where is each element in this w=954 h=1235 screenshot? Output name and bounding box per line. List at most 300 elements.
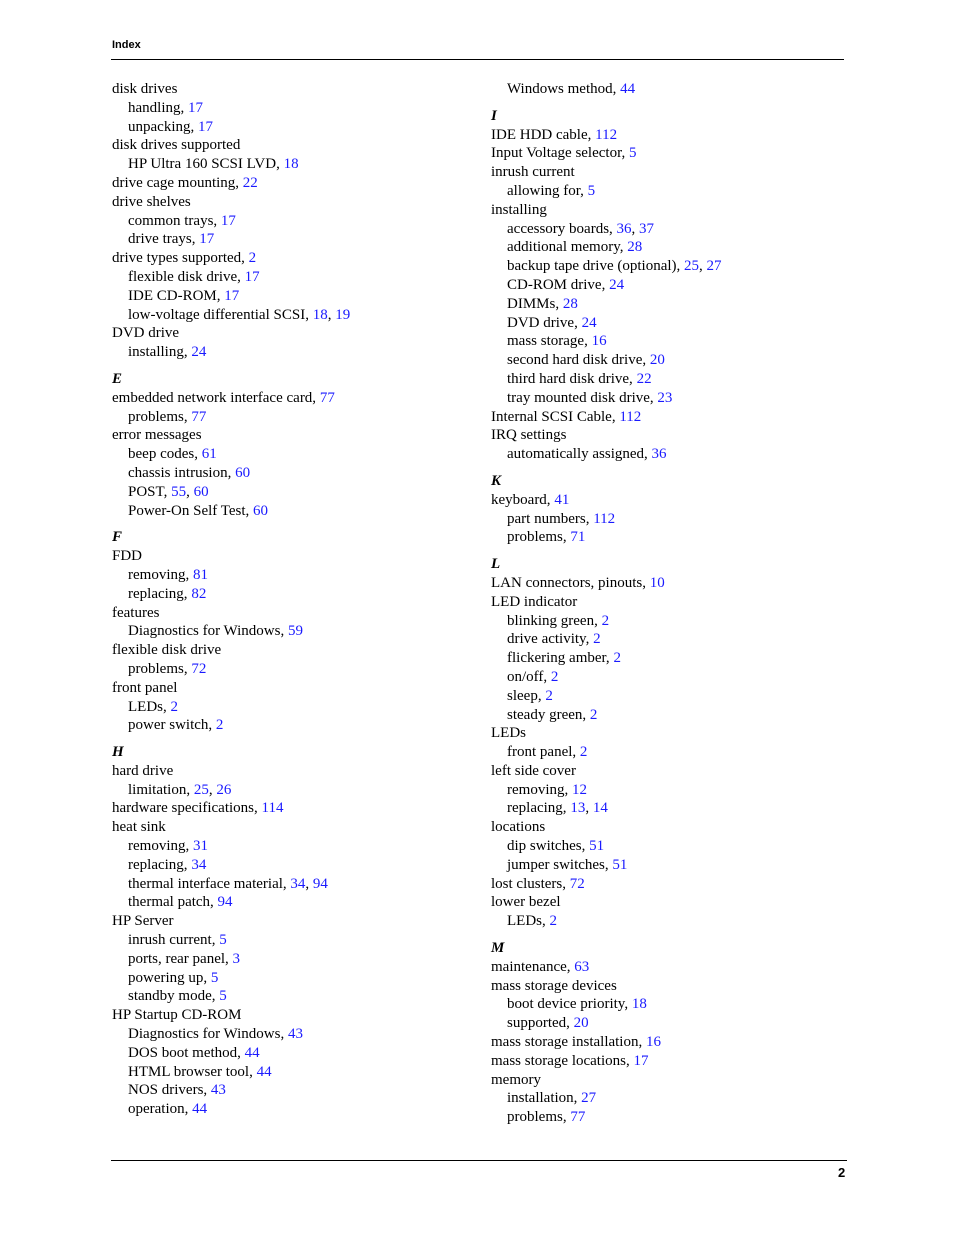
index-term: IDE CD-ROM, — [128, 287, 225, 304]
page-link[interactable]: 17 — [188, 99, 203, 116]
index-entry — [112, 426, 472, 445]
index-entry — [112, 389, 472, 408]
page-link[interactable]: 22 — [636, 370, 652, 387]
index-term: problems, — [507, 529, 571, 546]
page-link[interactable]: 112 — [593, 510, 616, 527]
index-entry — [112, 193, 472, 212]
index-term: maintenance, — [491, 958, 575, 975]
index-subentry — [491, 276, 851, 295]
page-link[interactable]: 51 — [589, 838, 605, 855]
page-link[interactable]: 34 — [191, 856, 207, 873]
index-term: front panel, — [507, 744, 580, 761]
index-term: additional memory, — [507, 239, 628, 256]
index-term: heat sink — [112, 819, 166, 836]
index-term: DOS boot method, — [128, 1044, 245, 1061]
index-subentry — [112, 483, 472, 502]
index-section-letter: K — [491, 472, 502, 489]
index-subentry — [491, 995, 851, 1014]
index-entry — [491, 426, 851, 445]
index-term: replacing, — [507, 800, 571, 817]
index-term: locations — [491, 819, 546, 836]
index-term: on/off, — [507, 668, 551, 685]
page-link[interactable]: 28 — [562, 295, 578, 312]
page-link[interactable]: 44 — [620, 81, 636, 97]
header-rule — [111, 59, 844, 60]
page-link[interactable]: 36 — [651, 446, 667, 463]
page-link[interactable]: 16 — [645, 1034, 661, 1051]
index-subentry — [491, 445, 851, 464]
index-term: drive cage mounting, — [112, 174, 243, 191]
index-subentry — [491, 238, 851, 257]
page-separator: , — [699, 258, 707, 275]
page-link[interactable]: 2 — [248, 250, 257, 267]
index-term: features — [112, 604, 160, 621]
page-link[interactable]: 18 — [631, 996, 647, 1013]
index-term: mass storage installation, — [491, 1034, 646, 1051]
index-entry — [491, 893, 851, 912]
index-term: problems, — [128, 660, 192, 677]
index-entry — [491, 875, 851, 894]
index-term: thermal interface material, — [128, 875, 291, 892]
index-term: dip switches, — [507, 838, 590, 855]
page-link[interactable]: 5 — [587, 182, 596, 199]
index-term: powering up, — [128, 969, 211, 986]
page-separator: , — [327, 306, 336, 323]
index-entry — [491, 1033, 851, 1052]
page-link[interactable]: 72 — [191, 660, 207, 677]
index-term: thermal patch, — [128, 894, 218, 911]
index-term: keyboard, — [491, 491, 555, 508]
page-link[interactable]: 28 — [627, 239, 643, 256]
index-term: embedded network interface card, — [112, 389, 320, 406]
index-entry — [491, 574, 851, 593]
index-subentry — [491, 182, 851, 201]
page-link[interactable]: 5 — [219, 932, 227, 949]
index-term: Windows method, — [507, 81, 621, 97]
index-subentry — [491, 370, 851, 389]
index-term: hardware specifications, — [112, 800, 262, 817]
index-entry — [491, 958, 851, 977]
index-term: HP Startup CD-ROM — [112, 1007, 242, 1024]
index-entry — [491, 724, 851, 743]
page-link[interactable]: 44 — [244, 1044, 260, 1061]
index-entry — [491, 491, 851, 510]
index-subentry — [112, 660, 472, 679]
index-section-letter: F — [112, 529, 123, 546]
index-entry — [112, 547, 472, 566]
index-subentry — [112, 1081, 472, 1100]
index-term: ports, rear panel, — [128, 950, 233, 967]
page-link[interactable]: 2 — [215, 717, 224, 734]
index-term: mass storage locations, — [491, 1052, 634, 1069]
index-term: inrush current, — [128, 932, 220, 949]
index-entry — [112, 799, 472, 818]
index-term: flexible disk drive — [112, 642, 222, 659]
page-link[interactable]: 71 — [570, 529, 586, 546]
index-term: IRQ settings — [491, 427, 567, 444]
page-link[interactable]: 23 — [657, 389, 673, 406]
index-term: replacing, — [128, 856, 192, 873]
index-subentry — [491, 612, 851, 631]
page-link[interactable]: 77 — [319, 389, 335, 406]
index-subentry — [112, 566, 472, 585]
index-term: lower bezel — [491, 894, 561, 911]
index-subentry — [491, 630, 851, 649]
page-link[interactable]: 24 — [609, 276, 625, 293]
page-link[interactable]: 60 — [193, 483, 209, 500]
page-link[interactable]: 44 — [256, 1063, 272, 1080]
index-subentry — [112, 716, 472, 735]
header-title: Index — [112, 39, 141, 51]
page-link[interactable]: 17 — [633, 1052, 649, 1069]
page-link[interactable]: 60 — [235, 464, 251, 481]
index-term: LEDs, — [128, 698, 171, 715]
index-subentry — [112, 230, 472, 249]
index-subentry — [491, 856, 851, 875]
index-subentry — [112, 155, 472, 174]
page-link[interactable]: 5 — [628, 145, 637, 162]
index-column-right — [491, 80, 851, 1127]
page-separator: , — [585, 800, 593, 817]
index-section-letter: E — [112, 370, 123, 387]
index-subentry — [491, 912, 851, 931]
page-link[interactable]: 12 — [572, 781, 587, 798]
index-term: lost clusters, — [491, 875, 570, 892]
index-term: front panel — [112, 679, 178, 696]
page-link[interactable]: 2 — [170, 698, 178, 715]
index-entry — [112, 80, 472, 99]
index-entry — [491, 762, 851, 781]
index-entry — [491, 201, 851, 220]
index-subentry — [112, 875, 472, 894]
index-term: standby mode, — [128, 988, 220, 1005]
index-subentry — [491, 351, 851, 370]
index-subentry — [112, 502, 472, 521]
index-subentry — [112, 343, 472, 362]
index-term: flickering amber, — [507, 650, 614, 667]
index-entry — [112, 679, 472, 698]
index-entry — [112, 641, 472, 660]
page-link[interactable]: 77 — [191, 408, 207, 425]
index-term: boot device priority, — [507, 996, 632, 1013]
index-subentry — [112, 781, 472, 800]
page-link[interactable]: 51 — [612, 856, 628, 873]
index-term: removing, — [128, 566, 193, 583]
index-subentry — [491, 781, 851, 800]
index-subentry — [491, 837, 851, 856]
index-term: LEDs — [491, 725, 526, 742]
page-link[interactable]: 18 — [312, 306, 328, 323]
index-term: mass storage, — [507, 333, 592, 350]
index-entry — [491, 977, 851, 996]
index-entry — [491, 1052, 851, 1071]
index-subentry — [491, 1089, 851, 1108]
index-subentry — [112, 950, 472, 969]
index-subentry — [112, 99, 472, 118]
index-term: mass storage devices — [491, 977, 617, 994]
page-link[interactable]: 82 — [191, 585, 207, 602]
page-link[interactable]: 5 — [210, 969, 219, 986]
index-subentry — [491, 295, 851, 314]
index-term: drive activity, — [507, 631, 594, 648]
index-term: installing, — [128, 344, 192, 361]
page-number: 2 — [838, 1165, 846, 1180]
page-link[interactable]: 37 — [639, 220, 655, 237]
index-term: DVD drive, — [507, 314, 582, 331]
index-term: HP Server — [112, 913, 174, 930]
index-term: disk drives supported — [112, 137, 241, 154]
page-link[interactable]: 81 — [193, 566, 208, 583]
index-subentry — [112, 408, 472, 427]
page-link[interactable]: 24 — [191, 344, 207, 361]
index-section-letter: M — [491, 940, 505, 957]
index-term: LAN connectors, pinouts, — [491, 574, 650, 591]
index-term: allowing for, — [507, 182, 588, 199]
index-subentry — [491, 687, 851, 706]
index-subentry — [112, 987, 472, 1006]
page-link[interactable]: 3 — [232, 950, 241, 967]
index-entry — [491, 593, 851, 612]
page-link[interactable]: 114 — [261, 800, 284, 817]
index-term: power switch, — [128, 717, 216, 734]
index-subentry — [112, 969, 472, 988]
page-link[interactable]: 18 — [283, 156, 299, 173]
index-term: second hard disk drive, — [507, 352, 650, 369]
page-link[interactable]: 61 — [201, 446, 217, 463]
index-term: steady green, — [507, 706, 590, 723]
index-term: memory — [491, 1071, 541, 1088]
page-link[interactable]: 94 — [312, 875, 328, 892]
index-subentry — [491, 706, 851, 725]
page-link[interactable]: 13 — [570, 800, 586, 817]
index-term: Diagnostics for Windows, — [128, 623, 288, 640]
page-link[interactable]: 36 — [616, 220, 632, 237]
page-link[interactable]: 44 — [192, 1101, 208, 1118]
index-term: part numbers, — [507, 510, 594, 527]
index-term: limitation, — [128, 781, 194, 798]
index-subentry — [491, 510, 851, 529]
page-link[interactable]: 20 — [573, 1015, 589, 1032]
page-link[interactable]: 16 — [591, 333, 607, 350]
index-term: drive types supported, — [112, 250, 249, 267]
index-term: inrush current — [491, 164, 575, 181]
index-subentry — [491, 332, 851, 351]
page-link[interactable]: 24 — [581, 314, 597, 331]
index-subentry — [491, 799, 851, 818]
index-term: installation, — [507, 1090, 582, 1107]
index-section-letter: I — [491, 107, 497, 124]
index-subentry — [112, 931, 472, 950]
index-subentry — [491, 80, 851, 99]
index-entry — [112, 249, 472, 268]
index-term: drive trays, — [128, 231, 200, 248]
index-entry — [112, 174, 472, 193]
page-link[interactable]: 10 — [649, 574, 665, 591]
index-term: DIMMs, — [507, 295, 563, 312]
index-subentry — [112, 622, 472, 641]
page-separator: , — [305, 875, 313, 892]
index-term: HTML browser tool, — [128, 1063, 257, 1080]
index-subentry — [491, 220, 851, 239]
index-subentry — [112, 1063, 472, 1082]
index-subentry — [112, 893, 472, 912]
index-subentry — [112, 268, 472, 287]
index-section-letter: H — [112, 744, 124, 761]
page-link[interactable]: 17 — [244, 268, 260, 285]
index-subentry — [112, 585, 472, 604]
page-link[interactable]: 94 — [217, 894, 233, 911]
index-term: IDE HDD cable, — [491, 126, 596, 143]
index-term: left side cover — [491, 762, 576, 779]
index-entry — [491, 144, 851, 163]
index-term: accessory boards, — [507, 220, 617, 237]
index-term: automatically assigned, — [507, 446, 652, 463]
page-link[interactable]: 77 — [570, 1109, 586, 1126]
page-link[interactable]: 55 — [171, 483, 187, 500]
index-entry — [112, 324, 472, 343]
page-link[interactable]: 41 — [554, 491, 570, 508]
index-term: NOS drivers, — [128, 1082, 211, 1099]
index-term: disk drives — [112, 81, 178, 97]
index-entry — [491, 408, 851, 427]
index-term: error messages — [112, 427, 202, 444]
index-term: jumper switches, — [507, 856, 613, 873]
page-link[interactable]: 2 — [593, 631, 601, 648]
page-link[interactable]: 63 — [574, 958, 590, 975]
page-link[interactable]: 27 — [706, 258, 722, 275]
index-term: chassis intrusion, — [128, 464, 236, 481]
index-subentry — [112, 306, 472, 325]
page-link[interactable]: 2 — [550, 668, 559, 685]
page-link[interactable]: 19 — [335, 306, 351, 323]
index-term: Input Voltage selector, — [491, 145, 629, 162]
index-entry — [112, 1006, 472, 1025]
page-link[interactable]: 26 — [216, 781, 232, 798]
page-separator: , — [208, 781, 217, 798]
index-term: POST, — [128, 483, 172, 500]
page-link[interactable]: 25 — [193, 781, 209, 798]
page-link[interactable]: 2 — [613, 650, 621, 667]
index-term: hard drive — [112, 762, 174, 779]
index-subentry — [491, 649, 851, 668]
index-term: unpacking, — [128, 118, 198, 135]
index-term: installing — [491, 201, 547, 218]
page-link[interactable]: 17 — [197, 118, 213, 135]
index-subentry — [491, 389, 851, 408]
index-subentry — [491, 743, 851, 762]
page-link[interactable]: 17 — [220, 212, 236, 229]
page-link[interactable]: 2 — [589, 706, 598, 723]
index-term: sleep, — [507, 687, 546, 704]
index-subentry — [112, 118, 472, 137]
index-term: backup tape drive (optional), — [507, 258, 685, 275]
index-term: blinking green, — [507, 612, 602, 629]
page-link[interactable]: 14 — [592, 800, 608, 817]
page-link[interactable]: 17 — [199, 231, 215, 248]
footer-rule — [111, 1160, 847, 1161]
index-subentry — [112, 856, 472, 875]
index-term: Diagnostics for Windows, — [128, 1026, 288, 1043]
index-term: removing, — [507, 781, 572, 798]
index-subentry — [112, 287, 472, 306]
page-link[interactable]: 112 — [619, 408, 642, 425]
index-term: Power-On Self Test, — [128, 502, 254, 519]
index-term: removing, — [128, 838, 193, 855]
index-term: beep codes, — [128, 446, 202, 463]
index-term: handling, — [128, 99, 188, 116]
page-link[interactable]: 72 — [569, 875, 585, 892]
index-subentry — [112, 445, 472, 464]
index-term: third hard disk drive, — [507, 370, 637, 387]
page-separator: , — [186, 483, 194, 500]
page-link[interactable]: 2 — [601, 612, 610, 629]
index-subentry — [491, 668, 851, 687]
index-term: LEDs, — [507, 913, 550, 930]
index-term: drive shelves — [112, 193, 191, 210]
index-section-letter: L — [491, 556, 501, 573]
page-link[interactable]: 2 — [549, 913, 557, 930]
index-subentry — [112, 1025, 472, 1044]
index-subentry — [491, 257, 851, 276]
page-link[interactable]: 2 — [579, 744, 588, 761]
index-term: supported, — [507, 1015, 574, 1032]
page-link[interactable]: 60 — [253, 502, 269, 519]
index-subentry — [112, 837, 472, 856]
index-term: low-voltage differential SCSI, — [128, 306, 313, 323]
page-link[interactable]: 2 — [545, 687, 553, 704]
index-column-left — [112, 80, 472, 1119]
page-link[interactable]: 31 — [193, 838, 208, 855]
page-link[interactable]: 17 — [224, 287, 240, 304]
page-link[interactable]: 34 — [290, 875, 306, 892]
index-term: FDD — [112, 548, 143, 565]
page-link[interactable]: 59 — [287, 623, 303, 640]
index-term: operation, — [128, 1101, 193, 1118]
index-entry — [112, 604, 472, 623]
index-term: replacing, — [128, 585, 192, 602]
page-separator: , — [631, 220, 640, 237]
page-link[interactable]: 25 — [684, 258, 700, 275]
index-entry — [112, 136, 472, 155]
index-term: CD-ROM drive, — [507, 276, 610, 293]
index-entry — [491, 126, 851, 145]
index-term: problems, — [128, 408, 192, 425]
index-entry — [491, 1071, 851, 1090]
page-link[interactable]: 5 — [219, 988, 227, 1005]
page-link[interactable]: 43 — [287, 1026, 303, 1043]
index-entry — [491, 818, 851, 837]
index-entry — [112, 818, 472, 837]
index-subentry — [112, 212, 472, 231]
page-link[interactable]: 27 — [581, 1090, 597, 1107]
index-term: HP Ultra 160 SCSI LVD, — [128, 156, 284, 173]
index-subentry — [491, 1014, 851, 1033]
page-link[interactable]: 22 — [242, 174, 258, 191]
page-link[interactable]: 43 — [210, 1082, 226, 1099]
index-subentry — [491, 528, 851, 547]
index-entry — [491, 163, 851, 182]
index-term: common trays, — [128, 212, 221, 229]
index-subentry — [491, 314, 851, 333]
index-entry — [112, 762, 472, 781]
index-subentry — [112, 464, 472, 483]
index-term: DVD drive — [112, 325, 180, 342]
index-term: LED indicator — [491, 593, 578, 610]
page-link[interactable]: 20 — [649, 352, 665, 369]
index-subentry — [112, 1100, 472, 1119]
page-link[interactable]: 112 — [595, 126, 618, 143]
index-subentry — [491, 1108, 851, 1127]
